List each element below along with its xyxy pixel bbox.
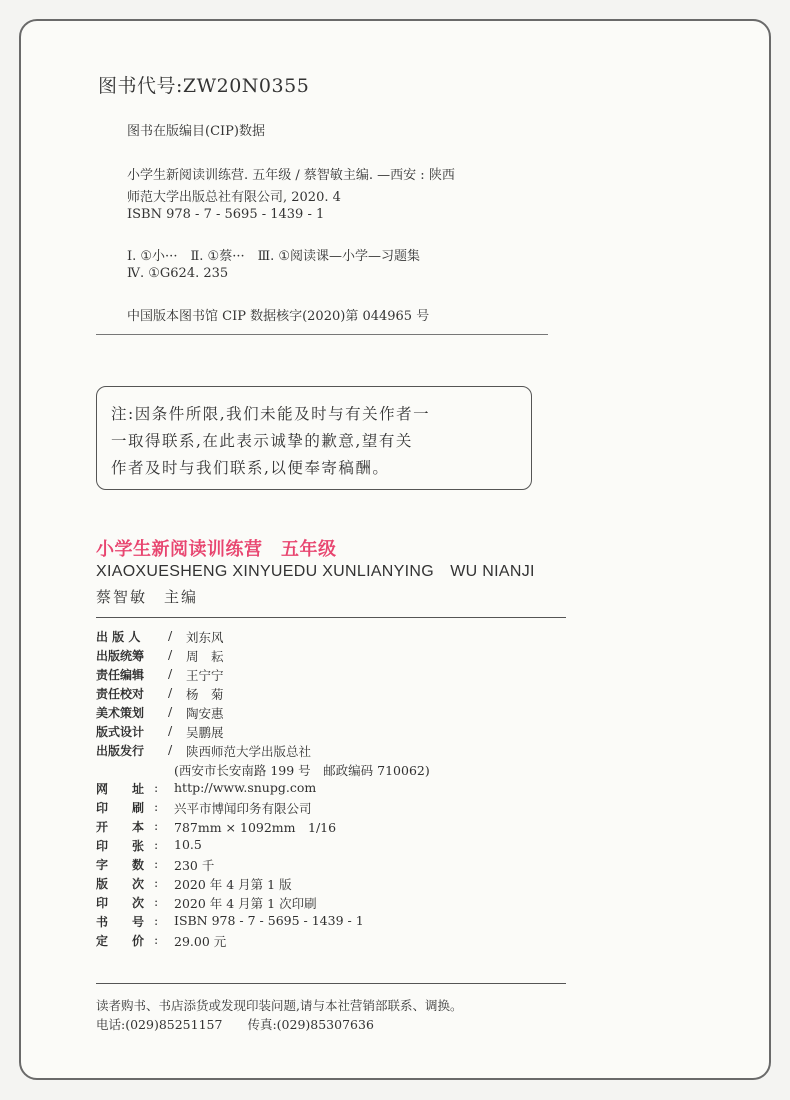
- credit-separator: :: [154, 780, 159, 795]
- credit-separator: :: [154, 932, 159, 947]
- cip-line-4: Ⅰ. ①小··· Ⅱ. ①蔡··· Ⅲ. ①阅读课—小学—习题集: [127, 249, 421, 264]
- credit-label: 印 张: [96, 839, 145, 853]
- credit-value: 陶安惠: [186, 706, 224, 721]
- note-line-2: 一取得联系,在此表示诚挚的歉意,望有关: [111, 432, 413, 450]
- credit-value: 吴鹏展: [186, 725, 224, 740]
- credit-separator: :: [154, 837, 159, 852]
- credit-separator: :: [154, 799, 159, 814]
- credit-separator: :: [154, 875, 159, 890]
- credits-divider: [96, 617, 566, 618]
- credit-label: 印 次: [96, 896, 145, 910]
- cip-line-1: 小学生新阅读训练营. 五年级 / 蔡智敏主编. —西安 : 陕西: [127, 168, 455, 183]
- credit-label: 美术策划: [96, 706, 145, 720]
- credit-value: 兴平市博闻印务有限公司: [174, 801, 312, 816]
- credit-label: 版式设计: [96, 725, 145, 739]
- cip-line-5: Ⅳ. ①G624. 235: [127, 266, 229, 281]
- note-box: [96, 386, 532, 490]
- cip-line-6: 中国版本图书馆 CIP 数据核字(2020)第 044965 号: [127, 309, 430, 324]
- cip-line-2: 师范大学出版总社有限公司, 2020. 4: [127, 190, 341, 205]
- credit-separator: /: [168, 685, 173, 700]
- credit-value: 王宁宁: [186, 668, 224, 683]
- credit-value: 10.5: [174, 837, 202, 852]
- credit-label: 书 号: [96, 915, 145, 929]
- credit-label: 字 数: [96, 858, 145, 872]
- credit-separator: :: [154, 856, 159, 871]
- credit-separator: :: [154, 894, 159, 909]
- book-title-pinyin: XIAOXUESHENG XINYUEDU XUNLIANYING WU NIANJI: [96, 563, 535, 580]
- credit-value: 29.00 元: [174, 934, 227, 949]
- credit-value: 2020 年 4 月第 1 版: [174, 877, 292, 892]
- credit-value: 230 千: [174, 858, 215, 873]
- cip-title: 图书在版编目(CIP)数据: [127, 124, 265, 139]
- credit-value: http://www.snupg.com: [174, 780, 317, 795]
- credit-separator: /: [168, 647, 173, 662]
- cip-line-3: ISBN 978 - 7 - 5695 - 1439 - 1: [127, 207, 325, 222]
- note-line-3: 作者及时与我们联系,以便奉寄稿酬。: [111, 459, 390, 477]
- credit-value: 787mm × 1092mm 1/16: [174, 820, 337, 835]
- credit-label: 定 价: [96, 934, 145, 948]
- book-code: 图书代号:ZW20N0355: [98, 75, 310, 97]
- credit-label: 版 次: [96, 877, 145, 891]
- credit-separator: /: [168, 628, 173, 643]
- credit-separator: /: [168, 723, 173, 738]
- book-author: 蔡智敏 主编: [96, 588, 199, 606]
- credit-separator: /: [168, 704, 173, 719]
- cip-divider: [96, 334, 548, 335]
- credit-label: 出版发行: [96, 744, 145, 758]
- note-line-1: 注:因条件所限,我们未能及时与有关作者一: [111, 405, 431, 423]
- footer-contact: 电话:(029)85251157 传真:(029)85307636: [96, 1017, 374, 1032]
- publisher-address: (西安市长安南路 199 号 邮政编码 710062): [174, 763, 430, 778]
- credit-value: 杨 菊: [186, 687, 224, 702]
- credit-label: 网 址: [96, 782, 145, 796]
- credit-label: 出 版 人: [96, 630, 141, 644]
- credit-separator: :: [154, 913, 159, 928]
- credit-label: 出版统筹: [96, 649, 145, 663]
- credit-separator: :: [154, 818, 159, 833]
- credit-value: 陕西师范大学出版总社: [186, 744, 312, 759]
- credit-label: 印 刷: [96, 801, 145, 815]
- credit-value: 刘东风: [186, 630, 224, 645]
- credit-separator: /: [168, 742, 173, 757]
- credit-label: 开 本: [96, 820, 145, 834]
- footer-notice: 读者购书、书店添货或发现印装问题,请与本社营销部联系、调换。: [96, 998, 463, 1013]
- credit-label: 责任编辑: [96, 668, 145, 682]
- book-title-chinese: 小学生新阅读训练营 五年级: [96, 539, 337, 560]
- credit-value: ISBN 978 - 7 - 5695 - 1439 - 1: [174, 913, 364, 928]
- credit-label: 责任校对: [96, 687, 145, 701]
- credit-separator: /: [168, 666, 173, 681]
- credit-value: 2020 年 4 月第 1 次印刷: [174, 896, 317, 911]
- footer-divider: [96, 983, 566, 984]
- credit-value: 周 耘: [186, 649, 224, 664]
